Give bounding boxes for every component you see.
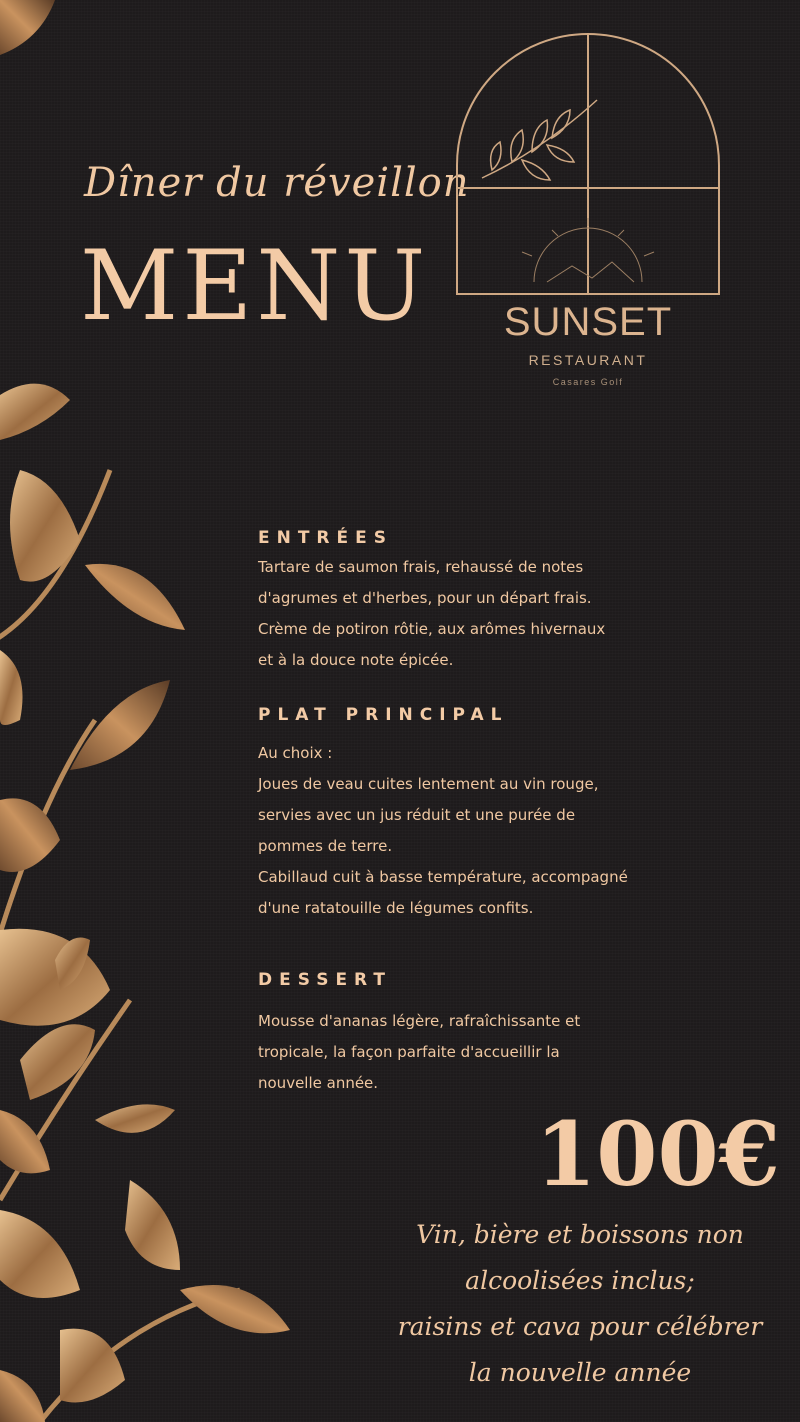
menu-line: Au choix :	[258, 744, 333, 762]
menu-line: Cabillaud cuit à basse température, accompagné	[258, 868, 628, 886]
section-heading-entrees: ENTRÉES	[258, 528, 393, 548]
menu-line: Crème de potiron rôtie, aux arômes hivernaux	[258, 620, 606, 638]
menu-line: Tartare de saumon frais, rehaussé de notes	[258, 558, 584, 576]
menu-line: Joues de veau cuites lentement au vin rouge,	[258, 775, 599, 793]
price-includes-note	[380, 1212, 780, 1396]
note-line: la nouvelle année	[468, 1358, 692, 1387]
section-heading-dessert: DESSERT	[258, 970, 392, 990]
brand-name: SUNSET	[503, 300, 673, 344]
brand-tagline: RESTAURANT	[528, 352, 648, 368]
gold-leaves-decoration	[0, 0, 300, 1422]
note-line: raisins et cava pour célébrer	[397, 1312, 763, 1341]
menu-line: et à la douce note épicée.	[258, 651, 454, 669]
menu-line: servies avec un jus réduit et une purée de	[258, 806, 576, 824]
note-line: Vin, bière et boissons non	[416, 1220, 744, 1249]
menu-title: MENU	[80, 230, 430, 342]
plat-list	[258, 738, 738, 924]
menu-subtitle: Dîner du réveillon	[84, 160, 470, 206]
brand-location: Casares Golf	[552, 377, 624, 387]
menu-price: 100€	[535, 1102, 780, 1206]
menu-line: d'une ratatouille de légumes confits.	[258, 899, 534, 917]
sunset-window-logo	[452, 30, 724, 300]
dessert-list	[258, 1006, 738, 1099]
entrees-list	[258, 552, 738, 676]
olive-branch-icon	[482, 100, 597, 180]
menu-line: Mousse d'ananas légère, rafraîchissante et	[258, 1012, 581, 1030]
note-line: alcoolisées inclus;	[465, 1266, 695, 1295]
section-heading-plat: PLAT PRINCIPAL	[258, 705, 509, 725]
menu-line: d'agrumes et d'herbes, pour un départ frais.	[258, 589, 592, 607]
menu-line: pommes de terre.	[258, 837, 393, 855]
menu-line: nouvelle année.	[258, 1074, 379, 1092]
menu-line: tropicale, la façon parfaite d'accueillir la	[258, 1043, 560, 1061]
